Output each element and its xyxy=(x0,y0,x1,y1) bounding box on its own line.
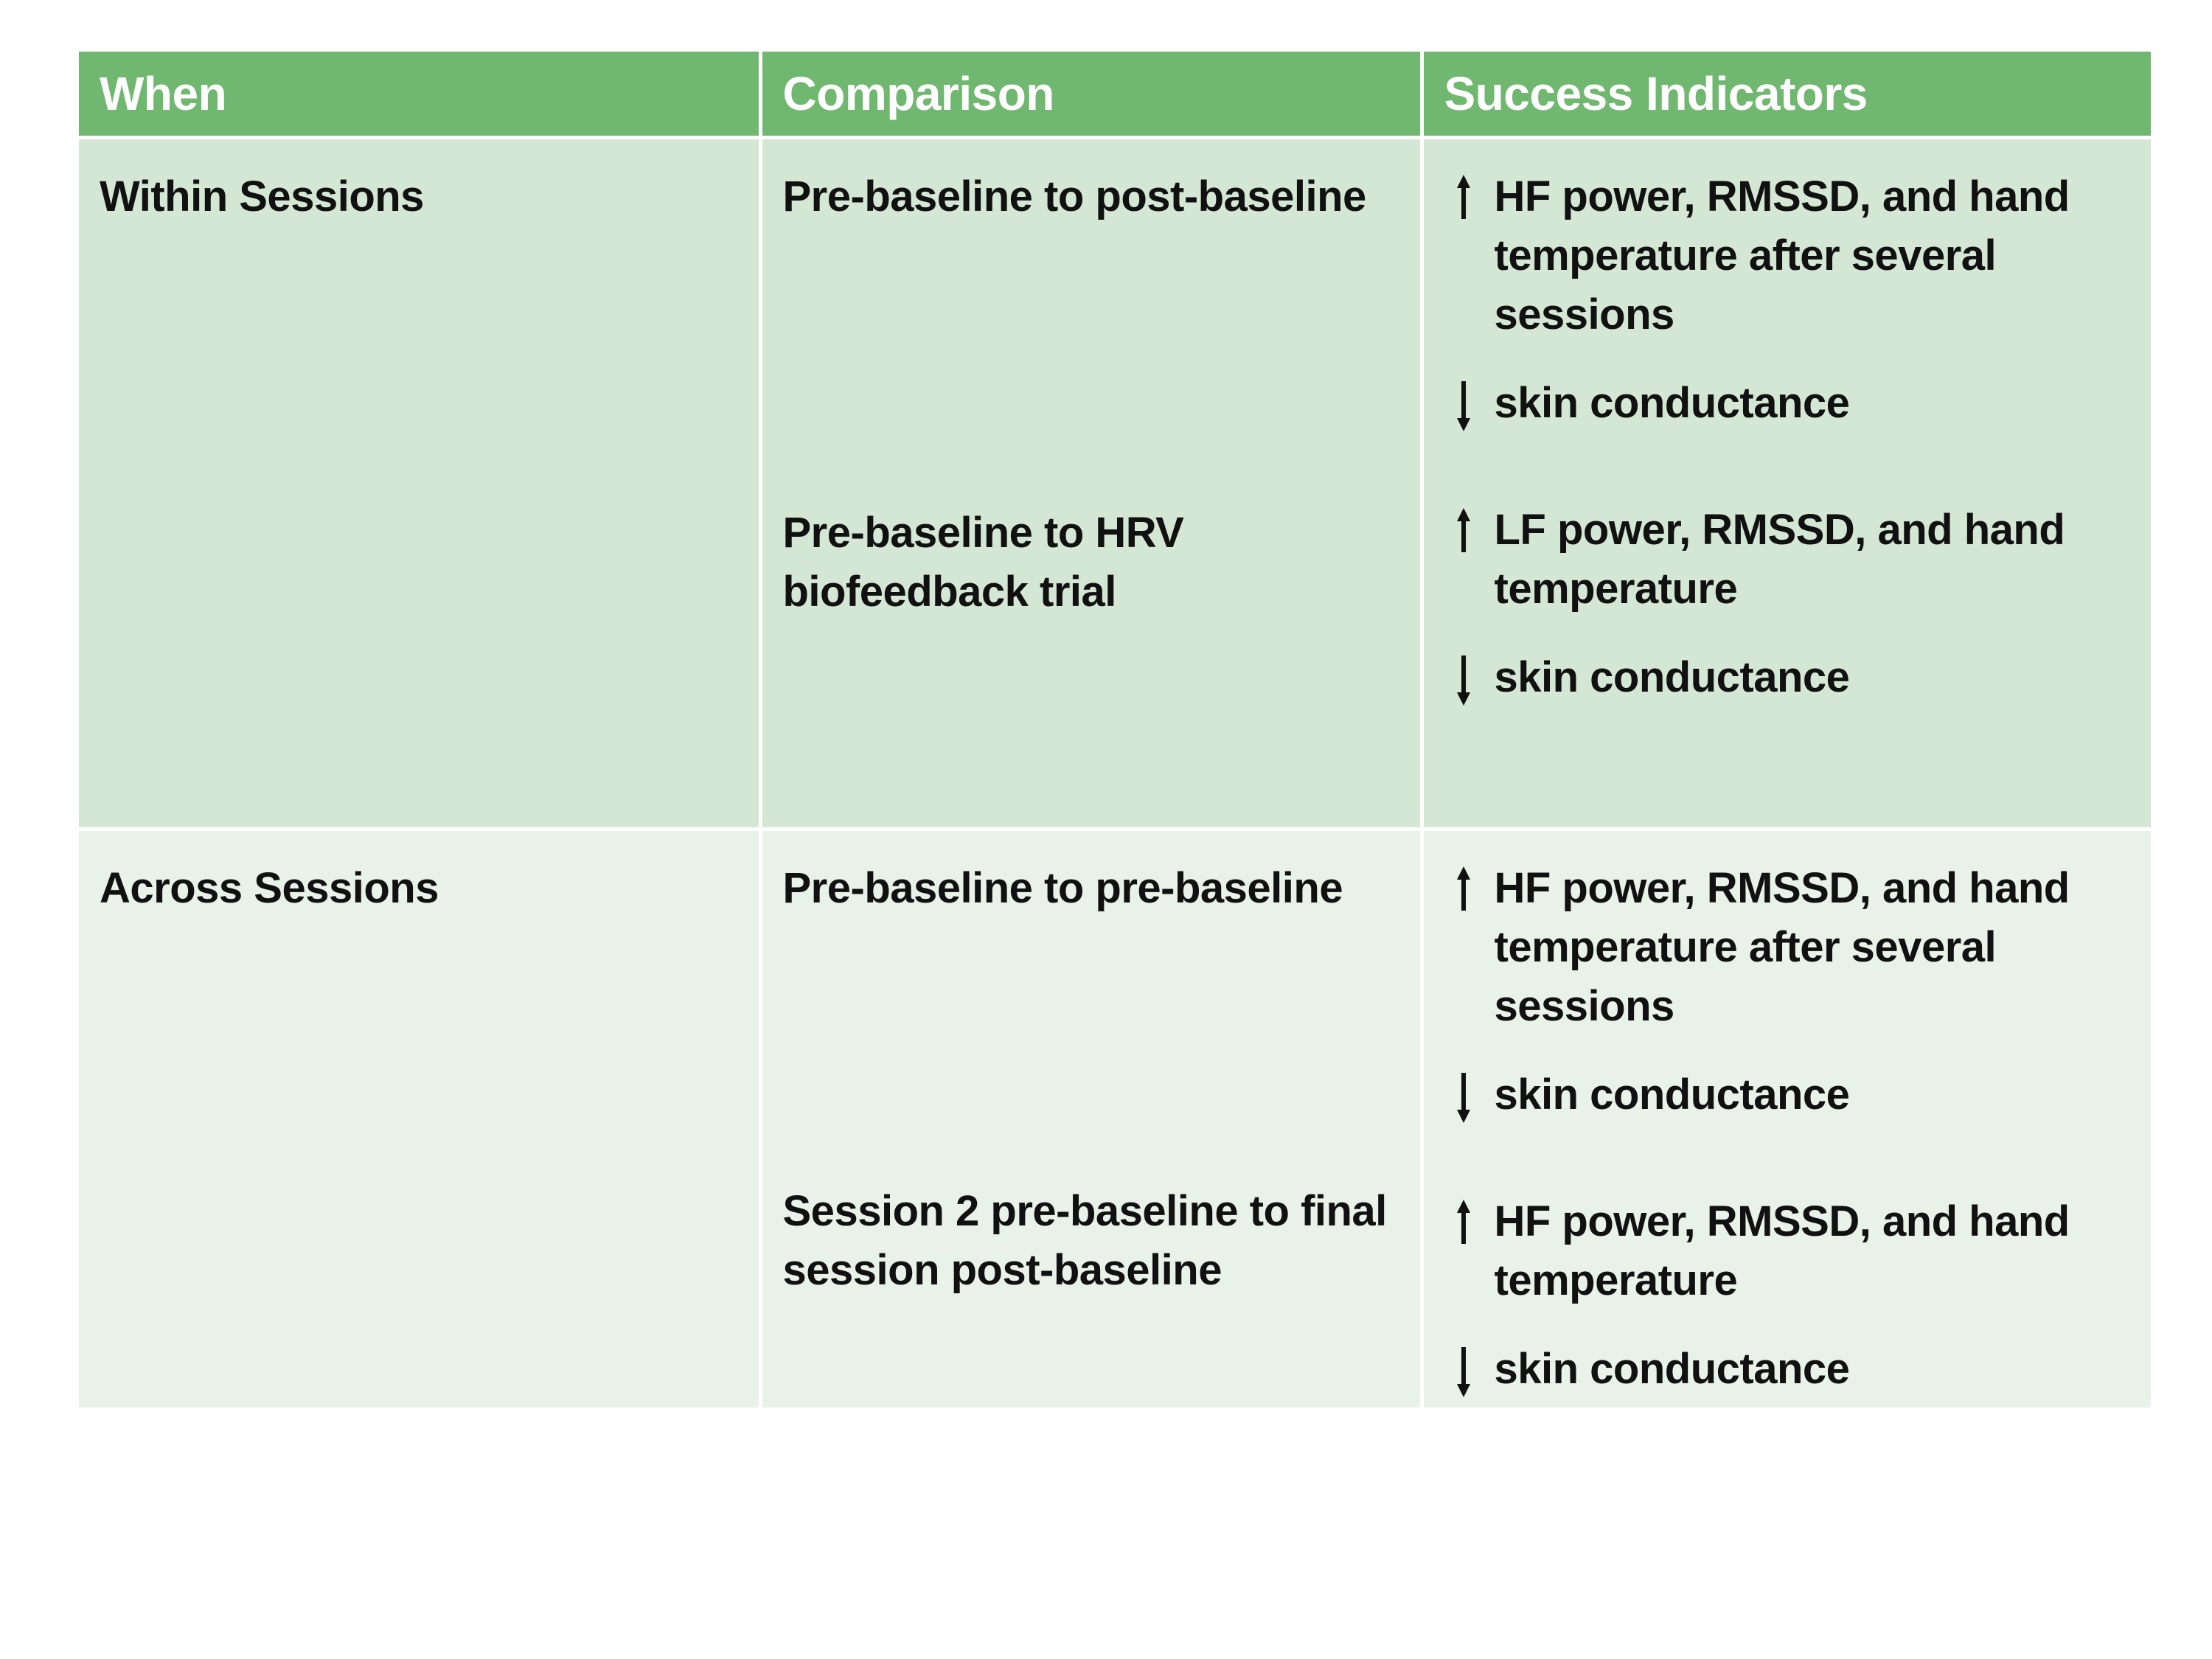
comparison-item xyxy=(783,139,1399,504)
table-row xyxy=(79,830,2151,1410)
indicators-cell xyxy=(1422,830,2151,1410)
arrow-down-icon xyxy=(1444,648,1495,707)
header-success-indicators: Success Indicators xyxy=(1422,52,2151,138)
header-when: When xyxy=(79,52,760,138)
indicator-increase xyxy=(1444,859,2131,1036)
comparison-text: Session 2 pre-baseline to final session post-baseline xyxy=(782,1187,1387,1294)
indicator-decrease xyxy=(1444,374,2131,433)
indicator-text: skin conductance xyxy=(1494,1071,1850,1119)
comparison-item xyxy=(783,504,1399,725)
table-row xyxy=(79,138,2151,830)
indicator-text: HF power, RMSSD, and hand temperature after several sessions xyxy=(1494,173,2070,338)
when-cell xyxy=(79,138,760,830)
comparison-text: Pre-baseline to pre-baseline xyxy=(782,864,1343,912)
arrow-up-icon xyxy=(1444,167,1495,226)
indicator-increase xyxy=(1444,501,2131,619)
when-label: Across Sessions xyxy=(100,864,439,912)
indicator-text: HF power, RMSSD, and hand temperature after several sessions xyxy=(1494,864,2070,1030)
indicator-text: HF power, RMSSD, and hand temperature xyxy=(1494,1197,2070,1304)
arrow-up-icon xyxy=(1444,501,1495,560)
indicator-text: skin conductance xyxy=(1494,379,1850,427)
indicator-decrease xyxy=(1444,1065,2131,1124)
indicator-increase xyxy=(1444,167,2131,344)
indicators-cell xyxy=(1422,138,2151,830)
comparison-text: Pre-baseline to HRV biofeedback trial xyxy=(782,509,1184,616)
arrow-up-icon xyxy=(1444,1192,1495,1251)
header-comparison: Comparison xyxy=(760,52,1422,138)
indicator-decrease xyxy=(1444,648,2131,707)
arrow-down-icon xyxy=(1444,1065,1495,1124)
arrow-down-icon xyxy=(1444,374,1495,433)
success-indicators-table xyxy=(79,52,2151,1411)
arrow-down-icon xyxy=(1444,1340,1495,1399)
indicator-group xyxy=(1444,139,2131,433)
indicator-text: LF power, RMSSD, and hand temperature xyxy=(1494,506,2065,613)
indicator-text: skin conductance xyxy=(1494,1345,1850,1393)
comparison-cell xyxy=(760,138,1422,830)
arrow-up-icon xyxy=(1444,859,1495,918)
indicator-increase xyxy=(1444,1192,2131,1310)
comparison-item xyxy=(783,1182,1399,1359)
table-header-row xyxy=(79,52,2151,138)
when-cell xyxy=(79,830,760,1410)
indicator-decrease xyxy=(1444,1340,2131,1399)
comparison-item xyxy=(783,831,1399,1182)
indicator-group xyxy=(1444,831,2131,1124)
indicator-group xyxy=(1444,462,2131,707)
when-label: Within Sessions xyxy=(100,173,424,220)
comparison-cell xyxy=(760,830,1422,1410)
indicator-text: skin conductance xyxy=(1494,653,1850,701)
comparison-text: Pre-baseline to post-baseline xyxy=(782,173,1366,220)
indicator-group xyxy=(1444,1154,2131,1408)
